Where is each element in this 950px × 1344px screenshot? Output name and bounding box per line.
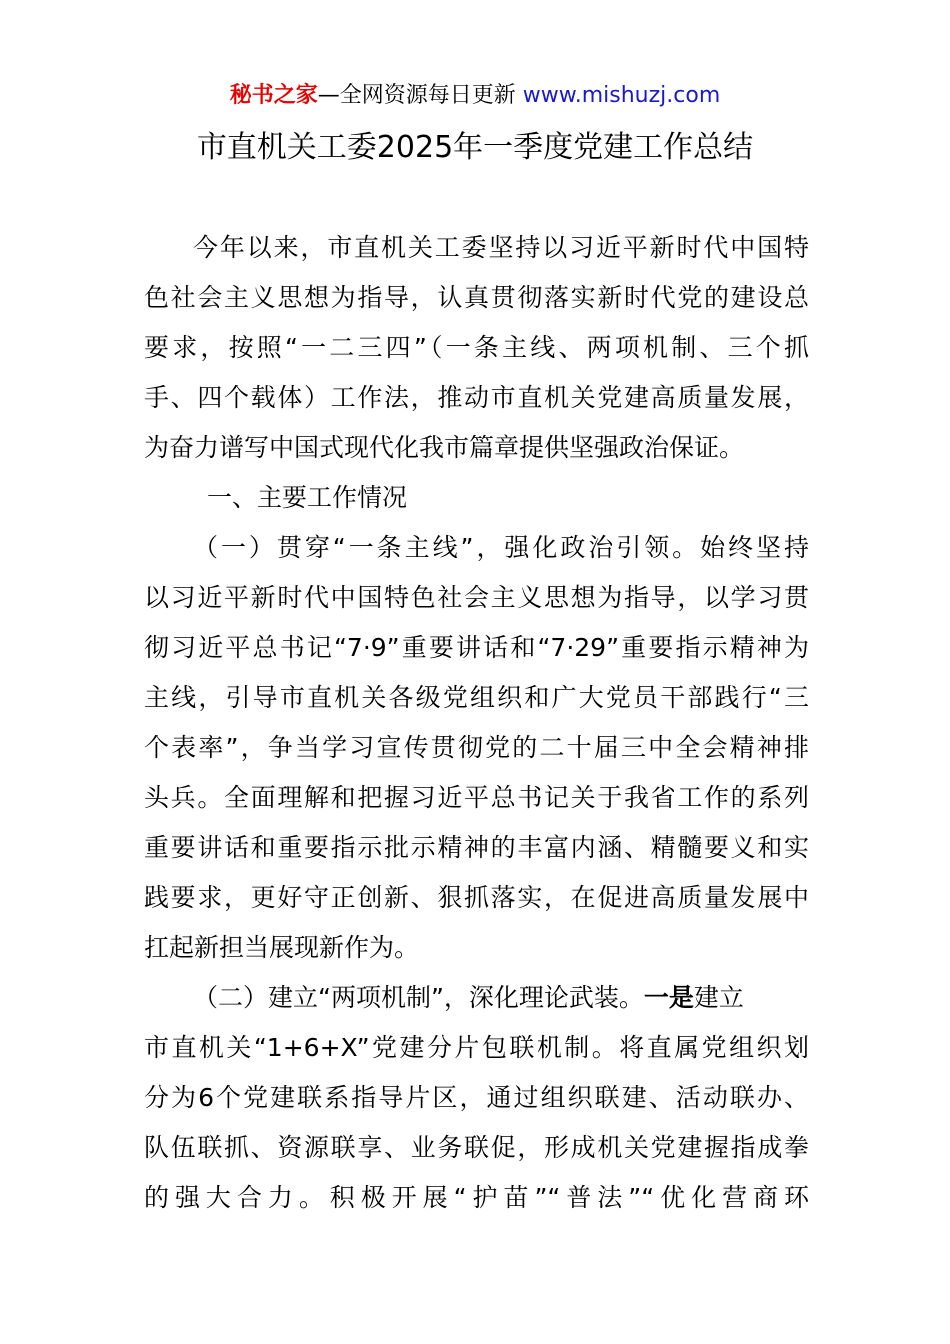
paragraph-line: （一）贯穿“一条主线”，强化政治引领。始终坚持: [193, 533, 809, 562]
paragraph-line: 的强大合力。积极开展“护苗”“普法”“优化营商环: [144, 1183, 809, 1212]
subsection-heading: （二）建立“两项机制”，深化理论武装。: [193, 983, 644, 1012]
paragraph-line: 市直机关“1+6+X”党建分片包联机制。将直属党组织划: [144, 1033, 809, 1062]
brand-name: 秘书之家: [229, 83, 318, 108]
site-url-link[interactable]: www.mishuzj.com: [522, 83, 721, 108]
paragraph-line: 头兵。全面理解和把握习近平总书记关于我省工作的系列: [144, 783, 809, 812]
bold-lead: 一是: [643, 983, 694, 1012]
paragraph-text: 建立: [693, 983, 744, 1012]
paragraph-line: 要求，按照“一二三四”（一条主线、两项机制、三个抓: [144, 333, 809, 362]
paragraph-line: 彻习近平总书记“7·9”重要讲话和“7·29”重要指示精神为: [144, 633, 809, 662]
paragraph-line: 重要讲话和重要指示批示精神的丰富内涵、精髓要义和实: [144, 833, 809, 862]
paragraph-line: 践要求，更好守正创新、狠抓落实，在促进高质量发展中: [144, 883, 809, 912]
paragraph-line: 个表率”，争当学习宣传贯彻党的二十届三中全会精神排: [144, 733, 809, 762]
paragraph-line: [193, 981, 809, 1015]
paragraph-line: 手、四个载体）工作法，推动市直机关党建高质量发展，: [144, 383, 809, 412]
site-header: [0, 80, 950, 112]
paragraph-line: 主线，引导市直机关各级党组织和广大党员干部践行“三: [144, 683, 809, 712]
document-title: 市直机关工委2025年一季度党建工作总结: [196, 130, 754, 165]
paragraph-line: 队伍联抓、资源联享、业务联促，形成机关党建握指成拳: [144, 1133, 809, 1162]
paragraph-line: 分为6个党建联系指导片区，通过组织联建、活动联办、: [144, 1083, 809, 1112]
paragraph-line: 扛起新担当展现新作为。: [144, 933, 420, 962]
paragraph-line: 为奋力谱写中国式现代化我市篇章提供坚强政治保证。: [144, 433, 745, 462]
paragraph-line: 今年以来，市直机关工委坚持以习近平新时代中国特: [193, 233, 809, 262]
paragraph-line: 以习近平新时代中国特色社会主义思想为指导，以学习贯: [144, 583, 809, 612]
section-heading: 一、主要工作情况: [207, 483, 408, 512]
header-tagline: —全网资源每日更新: [317, 83, 523, 108]
paragraph-line: 色社会主义思想为指导，认真贯彻落实新时代党的建设总: [144, 283, 809, 312]
